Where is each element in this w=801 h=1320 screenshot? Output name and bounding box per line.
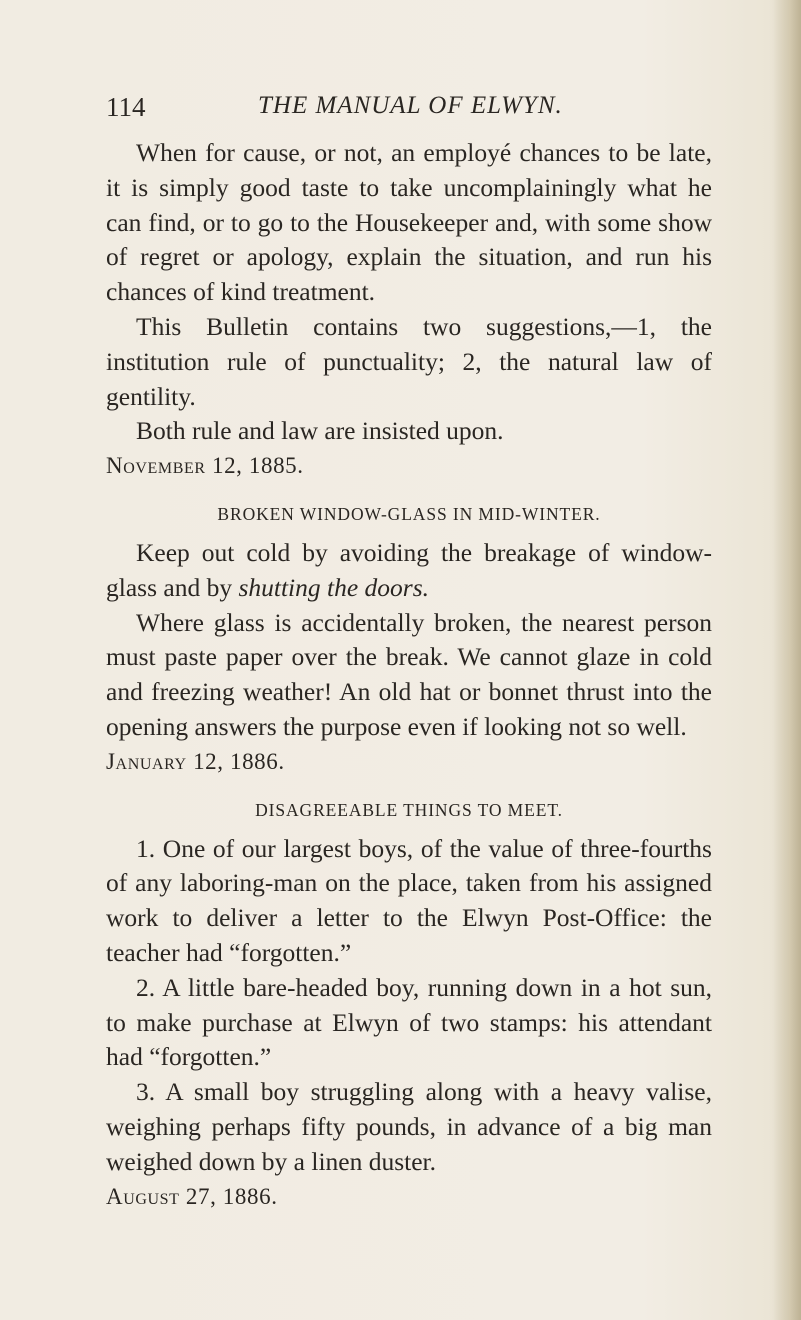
date-november: November 12, 1885. — [106, 453, 304, 479]
window-glass-paragraph — [106, 536, 712, 606]
page-content — [106, 136, 712, 1214]
rule-paragraph: Both rule and law are insisted upon. — [136, 416, 504, 446]
window-glass-text: Keep out cold by avoiding the breakage of window-glass and by — [106, 537, 712, 602]
page-header — [106, 92, 706, 132]
glass-repair-paragraph: Where glass is accidentally broken, the nearest person must paste paper over the break. We cannot glaze in cold and freezing weather! An old hat or bonnet thrust into the opening answers the purpose even if looking not so well. — [106, 607, 712, 741]
page-edge-shadow — [773, 0, 801, 1320]
bulletin-paragraph: This Bulletin contains two suggestions,—1, the institution rule of punctuality; 2, the natural law of gentility. — [106, 311, 712, 411]
list-item-2: 2. A little bare-headed boy, running down in a hot sun, to make purchase at Elwyn of two stamps: his attendant had “forgotten.” — [106, 972, 712, 1072]
list-item-1: 1. One of our largest boys, of the value of three-fourths of any laboring-man on the place, taken from his assigned work to deliver a letter to the Elwyn Post-Office: the teacher had “forgotten.” — [106, 833, 712, 967]
date-january: January 12, 1886. — [106, 748, 285, 774]
punctuality-paragraph: When for cause, or not, an employé chances to be late, it is simply good taste to take uncomplainingly what he can find, or to go to the Housekeeper and, with some show of regret or apology, explain the situation, and run his chances of kind treatment. — [106, 138, 712, 307]
list-item-3: 3. A small boy struggling along with a heavy valise, weighing perhaps fifty pounds, in advance of a big man weighed down by a linen duster. — [106, 1077, 712, 1176]
date-august: August 27, 1886. — [106, 1183, 278, 1209]
heading-disagreeable-things: DISAGREEABLE THINGS TO MEET. — [255, 799, 563, 820]
window-glass-emphasis: shutting the doors. — [238, 572, 430, 602]
running-title: THE MANUAL OF ELWYN. — [258, 92, 563, 119]
page-number: 114 — [106, 92, 146, 122]
heading-broken-window-glass: BROKEN WINDOW-GLASS IN MID-WINTER. — [217, 503, 601, 524]
